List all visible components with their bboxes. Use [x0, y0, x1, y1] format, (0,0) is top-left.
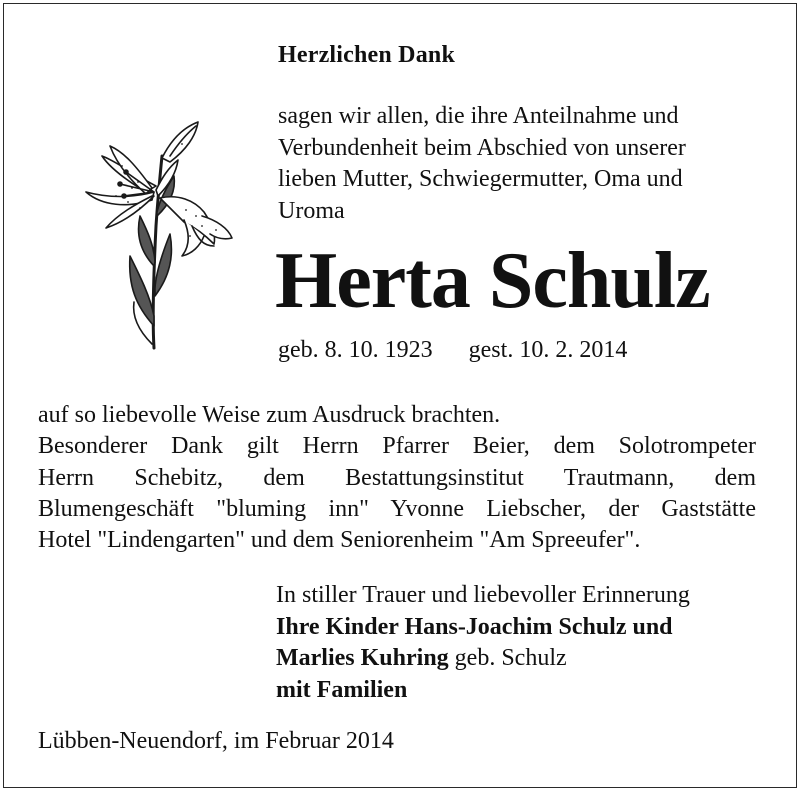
signature-name: Marlies Kuhring: [276, 645, 449, 671]
death-date: gest. 10. 2. 2014: [468, 337, 628, 363]
body-line: Besonderer Dank gilt Herrn Pfarrer Beier, dem Solotrompeter: [38, 433, 756, 460]
deceased-name: Herta Schulz: [275, 237, 710, 325]
signature-children: Ihre Kinder Hans-Joachim Schulz und: [276, 613, 673, 640]
signature-block: [276, 580, 690, 706]
thanks-body: [38, 400, 756, 556]
body-line: Herrn Schebitz, dem Bestattungsinstitut Trautmann, dem: [38, 464, 756, 491]
obituary-notice: [3, 3, 797, 788]
body-line: auf so liebevolle Weise zum Ausdruck brachten.: [38, 402, 501, 428]
place-date: Lübben-Neuendorf, im Februar 2014: [38, 728, 394, 754]
signature-intro: In stiller Trauer und liebevoller Erinnerung: [276, 582, 690, 608]
signature-line2: [276, 643, 690, 675]
body-line: Blumengeschäft "bluming inn" Yvonne Liebscher, der Gaststätte: [38, 495, 756, 522]
signature-maiden: geb. Schulz: [448, 645, 567, 671]
thanks-paragraph: [278, 101, 778, 227]
thanks-line: Uroma: [278, 197, 345, 224]
thanks-line: Verbundenheit beim Abschied von unserer: [278, 134, 686, 161]
lily-flower-icon: [66, 116, 236, 352]
life-dates: [278, 337, 627, 364]
thanks-line: lieben Mutter, Schwiegermutter, Oma und: [278, 166, 683, 192]
signature-families: mit Familien: [276, 676, 408, 703]
heading: Herzlichen Dank: [278, 42, 455, 68]
birth-date: geb. 8. 10. 1923: [278, 337, 433, 363]
body-line: Hotel "Lindengarten" und dem Seniorenheim "Am Spreeufer".: [38, 527, 641, 554]
thanks-line: sagen wir allen, die ihre Anteilnahme und: [278, 103, 679, 129]
